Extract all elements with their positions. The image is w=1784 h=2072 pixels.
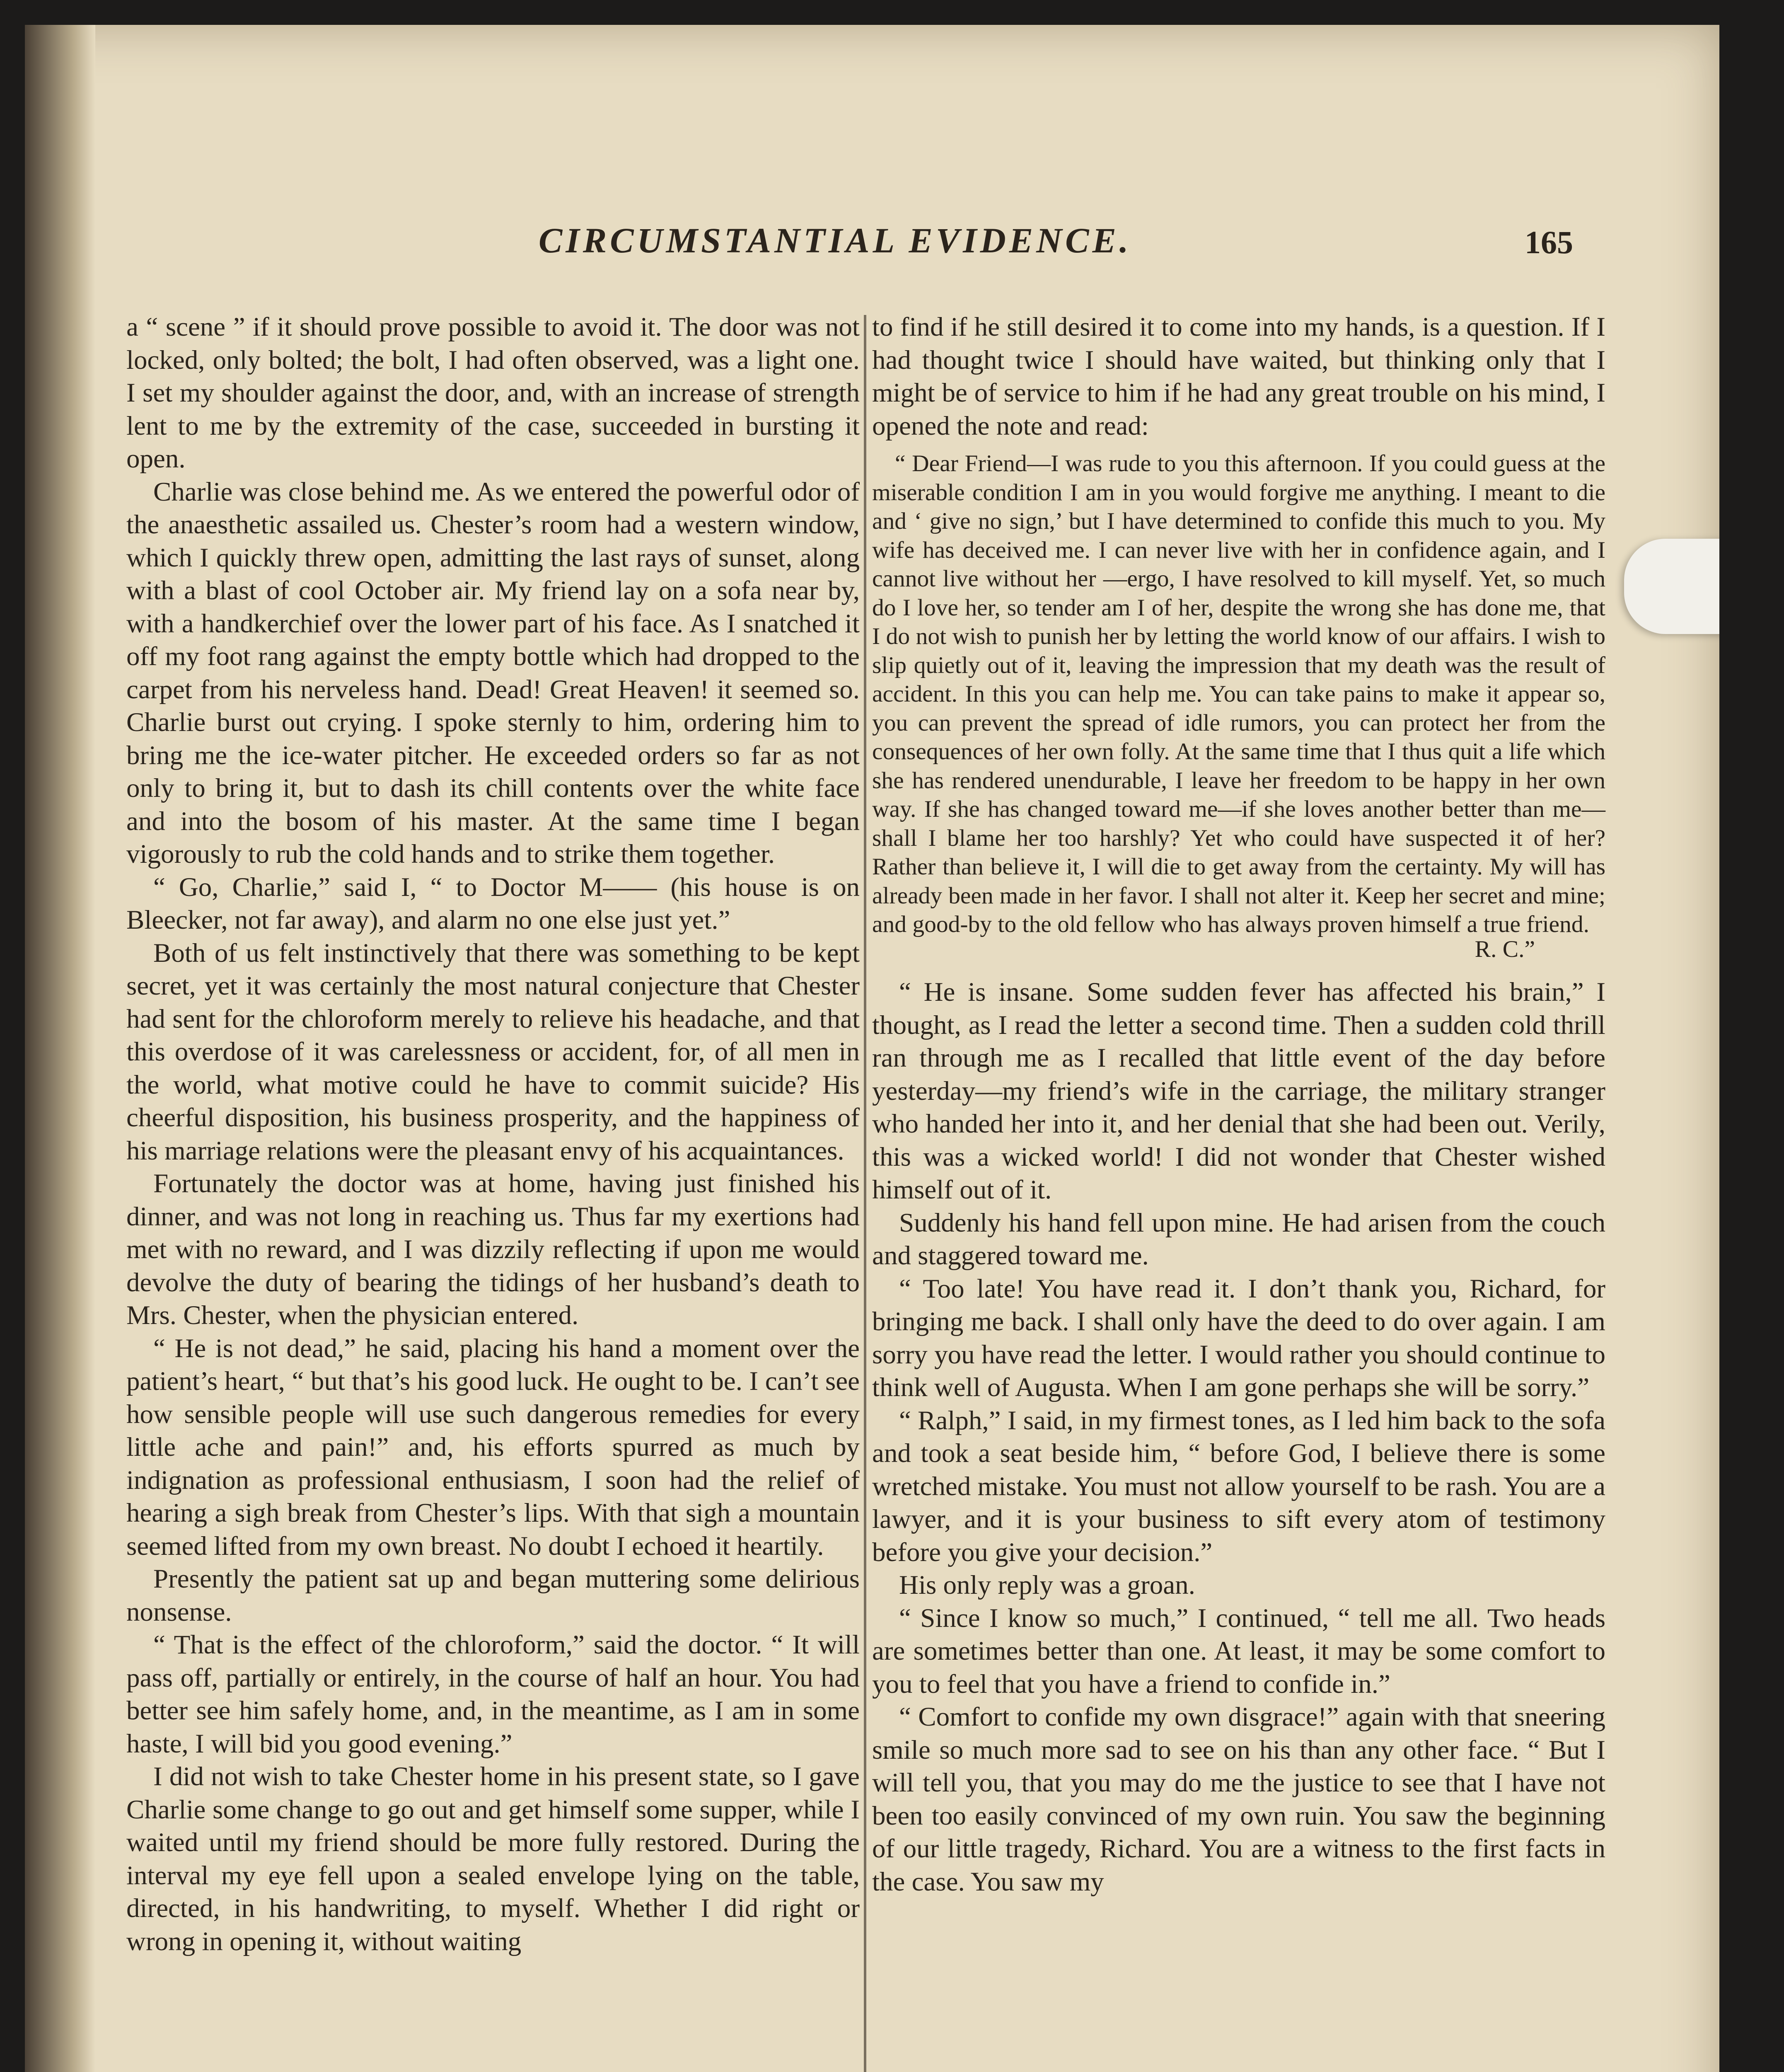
paragraph: a “ scene ” if it should prove possible to avoid it. The door was not locked, only bolted; the bolt, I had often observed, was a light one. I set my shoulder against the door, and, with an increase of strength lent to me by the extremity of the case, succeeded in bursting it open.	[126, 312, 860, 474]
paragraph: “ Too late! You have read it. I don’t thank you, Richard, for bringing me back. I shall only have the deed to do over again. I am sorry you have read the letter. I would rather you should continue to think well of Augusta. When I am gone perhaps she will be sorry.”	[872, 1273, 1605, 1402]
paragraph: “ Comfort to confide my own disgrace!” again with that sneering smile so much more sad to see on his than any other face. “ But I will tell you, that you may do me the justice to see that I have not been too easily convinced of my own ruin. You saw the beginning of our little tragedy, Richard. You are a witness to the first facts in the case. You saw my	[872, 1702, 1605, 1897]
paragraph: Presently the patient sat up and began muttering some delirious nonsense.	[126, 1564, 860, 1627]
right-column	[872, 311, 1605, 1898]
paragraph: “ He is insane. Some sudden fever has affected his brain,” I thought, as I read the letter a second time. Then a sudden cold thrill ran through me as I recalled that little event of the day before yesterday—my friend’s wife in the carriage, the military stranger who handed her into it, and her denial that she had been out. Verily, this was a wicked world! I did not wonder that Chester wished himself out of it.	[872, 977, 1605, 1205]
right-column-paragraphs	[872, 976, 1605, 1898]
letter-block	[872, 449, 1605, 963]
paragraph: Suddenly his hand fell upon mine. He had arisen from the couch and staggered toward me.	[872, 1208, 1605, 1271]
paragraph: “ That is the effect of the chloroform,” said the doctor. “ It will pass off, partially or entirely, in the course of half an hour. You had better see him safely home, and, in the meantime, as I am in some haste, I will bid you good evening.”	[126, 1630, 860, 1759]
left-column	[126, 311, 860, 1958]
page-number: 165	[1525, 224, 1573, 260]
column-divider	[864, 315, 866, 2072]
book-page	[25, 25, 1719, 2072]
paragraph: His only reply was a groan.	[899, 1570, 1195, 1600]
running-head: CIRCUMSTANTIAL EVIDENCE.	[539, 220, 1132, 260]
paragraph: I did not wish to take Chester home in his present state, so I gave Charlie some change to go out and get himself some supper, while I waited until my friend should be more fully restored. During the interval my eye fell upon a sealed envelope lying on the table, directed, in his handwriting, to myself. Whether I did right or wrong in opening it, without waiting	[126, 1762, 860, 1956]
paragraph: “ He is not dead,” he said, placing his hand a moment over the patient’s heart, “ but that’s his good luck. He ought to be. I can’t see how sensible people will use such dangerous remedies for every little ache and pain!” and, his efforts spurred as much by indignation as professional enthusiasm, I soon had the relief of hearing a sigh break from Chester’s lips. With that sigh a mountain seemed lifted from my own breast. No doubt I echoed it heartily.	[126, 1333, 860, 1561]
page-tab	[1624, 539, 1719, 634]
letter-signature: R. C.”	[1475, 936, 1535, 962]
paragraph: Fortunately the doctor was at home, having just finished his dinner, and was not long in reaching us. Thus far my exertions had met with no reward, and I was dizzily reflecting if upon me would devolve the duty of bearing the tidings of her husband’s death to Mrs. Chester, when the physician entered.	[126, 1169, 860, 1330]
paragraph: “ Since I know so much,” I continued, “ tell me all. Two heads are sometimes better than one. At least, it may be some comfort to you to feel that you have a friend to confide in.”	[872, 1603, 1605, 1699]
paragraph: Charlie was close behind me. As we entered the powerful odor of the anaesthetic assailed us. Chester’s room had a western window, which I quickly threw open, admitting the last rays of sunset, along with a blast of cool October air. My friend lay on a sofa near by, with a handkerchief over the lower part of his face. As I snatched it off my foot rang against the empty bottle which had dropped to the carpet from his nerveless hand. Dead! Great Heaven! it seemed so. Charlie burst out crying. I spoke sternly to him, ordering him to bring me the ice-water pitcher. He exceeded orders so far as not only to bring it, but to dash its chill contents over the white face and into the bosom of his master. At the same time I began vigorously to rub the cold hands and to strike them together.	[126, 477, 860, 869]
binding-gutter	[25, 25, 95, 2072]
paragraph: Both of us felt instinctively that there was something to be kept secret, yet it was certainly the most natural conjecture that Chester had sent for the chloroform merely to relieve his headache, and that this overdose of it was carelessness or accident, for, of all men in the world, what motive could he have to commit suicide? His cheerful disposition, his business prosperity, and the happiness of his marriage relations were the pleasant envy of his acquaintances.	[126, 938, 860, 1166]
right-intro-paragraph: to find if he still desired it to come into my hands, is a question. If I had thought twice I should have waited, but thinking only that I might be of service to him if he had any great trouble on his mind, I opened the note and read:	[872, 312, 1605, 441]
paragraph: “ Ralph,” I said, in my firmest tones, as I led him back to the sofa and took a seat beside him, “ before God, I believe there is some wretched mistake. You must not allow yourself to be rash. You are a lawyer, and it is your business to sift every atom of testimony before you give your decision.”	[872, 1405, 1605, 1567]
letter-body: “ Dear Friend—I was rude to you this afternoon. If you could guess at the miserable condition I am in you would forgive me anything. I meant to die and ‘ give no sign,’ but I have determined to confide this much to you. My wife has deceived me. I can never live with her in confidence again, and I cannot live without her —ergo, I have resolved to kill myself. Yet, so much do I love her, so tender am I of her, despite the wrong she has done me, that I do not wish to punish her by letting the world know of our affairs. I wish to slip quietly out of it, leaving the impression that my death was the result of accident. In this you can help me. You can take pains to make it appear so, you can prevent the spread of idle rumors, you can protect her from the consequences of her own folly. At the same time that I thus quit a life which she has rendered unendurable, I leave her freedom to be happy in her own way. If she has changed toward me—if she loves another better than me—shall I blame her too harshly? Yet who could have suspected it of her? Rather than believe it, I will die to get away from the certainty. My will has already been made in her favor. I shall not alter it. Keep her secret and mine; and good-by to the old fellow who has always proven himself a true friend.	[872, 450, 1605, 937]
paragraph: “ Go, Charlie,” said I, “ to Doctor M—— (his house is on Bleecker, not far away), and alarm no one else just yet.”	[126, 872, 860, 935]
